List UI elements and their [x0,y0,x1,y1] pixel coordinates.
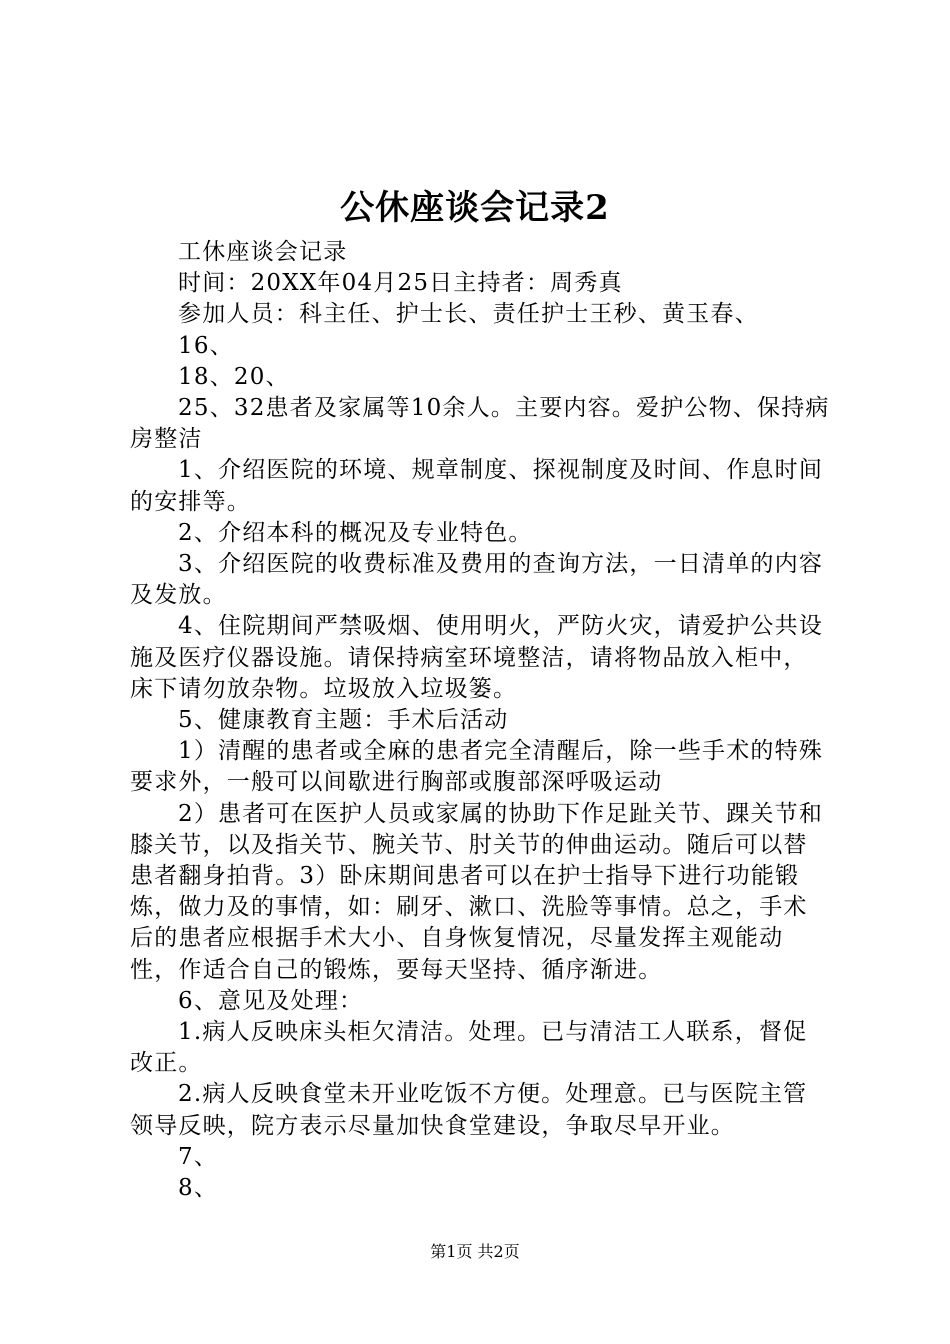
paragraph: 7、 [178,1143,219,1170]
paragraph: 1.病人反映床头柜欠清洁。处理。已与清洁工人联系，督促改正。 [130,1019,808,1077]
paragraph: 6、意见及处理： [178,987,364,1014]
paragraph: 2.病人反映食堂未开业吃饭不方便。处理意。已与医院主管领导反映，院方表示尽量加快食堂建设，争取尽早开业。 [130,1081,808,1139]
paragraph: 1）清醒的患者或全麻的患者完全清醒后，除一些手术的特殊要求外，一般可以间歇进行胸部或腹部深呼吸运动 [130,738,824,796]
paragraph: 18、20、 [178,363,290,390]
paragraph: 2、介绍本科的概况及专业特色。 [178,519,533,546]
document-title: 公休座谈会记录2 [340,188,610,228]
paragraph: 25、32患者及家属等10余人。主要内容。爱护公物、保持病房整洁 [130,395,830,453]
paragraph: 工休座谈会记录 [178,239,348,265]
paragraph: 2）患者可在医护人员或家属的协助下作足趾关节、踝关节和膝关节，以及指关节、腕关节、肘关节的伸曲运动。随后可以替患者翻身拍背。3）卧床期间患者可以在护士指导下进行功能锻炼，做力及的事情，如：刷牙、漱口、洗脸等事情。总之，手术后的患者应根据手术大小、自身恢复情况，尽量发挥主观能动性，作适合自己的锻炼，要每天坚持、循序渐进。 [130,800,824,983]
paragraph: 4、住院期间严禁吸烟、使用明火，严防火灾，请爱护公共设施及医疗仪器设施。请保持病室环境整洁，请将物品放入柜中，床下请勿放杂物。垃圾放入垃圾篓。 [130,613,824,702]
page-number-footer: 第1页 共2页 [430,1242,520,1261]
paragraph: 16、 [178,332,234,359]
paragraph: 5、健康教育主题：手术后活动 [178,707,509,734]
paragraph: 3、介绍医院的收费标准及费用的查询方法，一日清单的内容及发放。 [130,551,824,609]
paragraph: 8、 [178,1175,219,1202]
paragraph: 参加人员：科主任、护士长、责任护士王秒、黄玉春、 [178,301,759,328]
paragraph: 1、介绍医院的环境、规章制度、探视制度及时间、作息时间的安排等。 [130,457,824,515]
document-body [130,237,830,1204]
paragraph: 时间：20XX年04月25日主持者：周秀真 [178,270,623,297]
